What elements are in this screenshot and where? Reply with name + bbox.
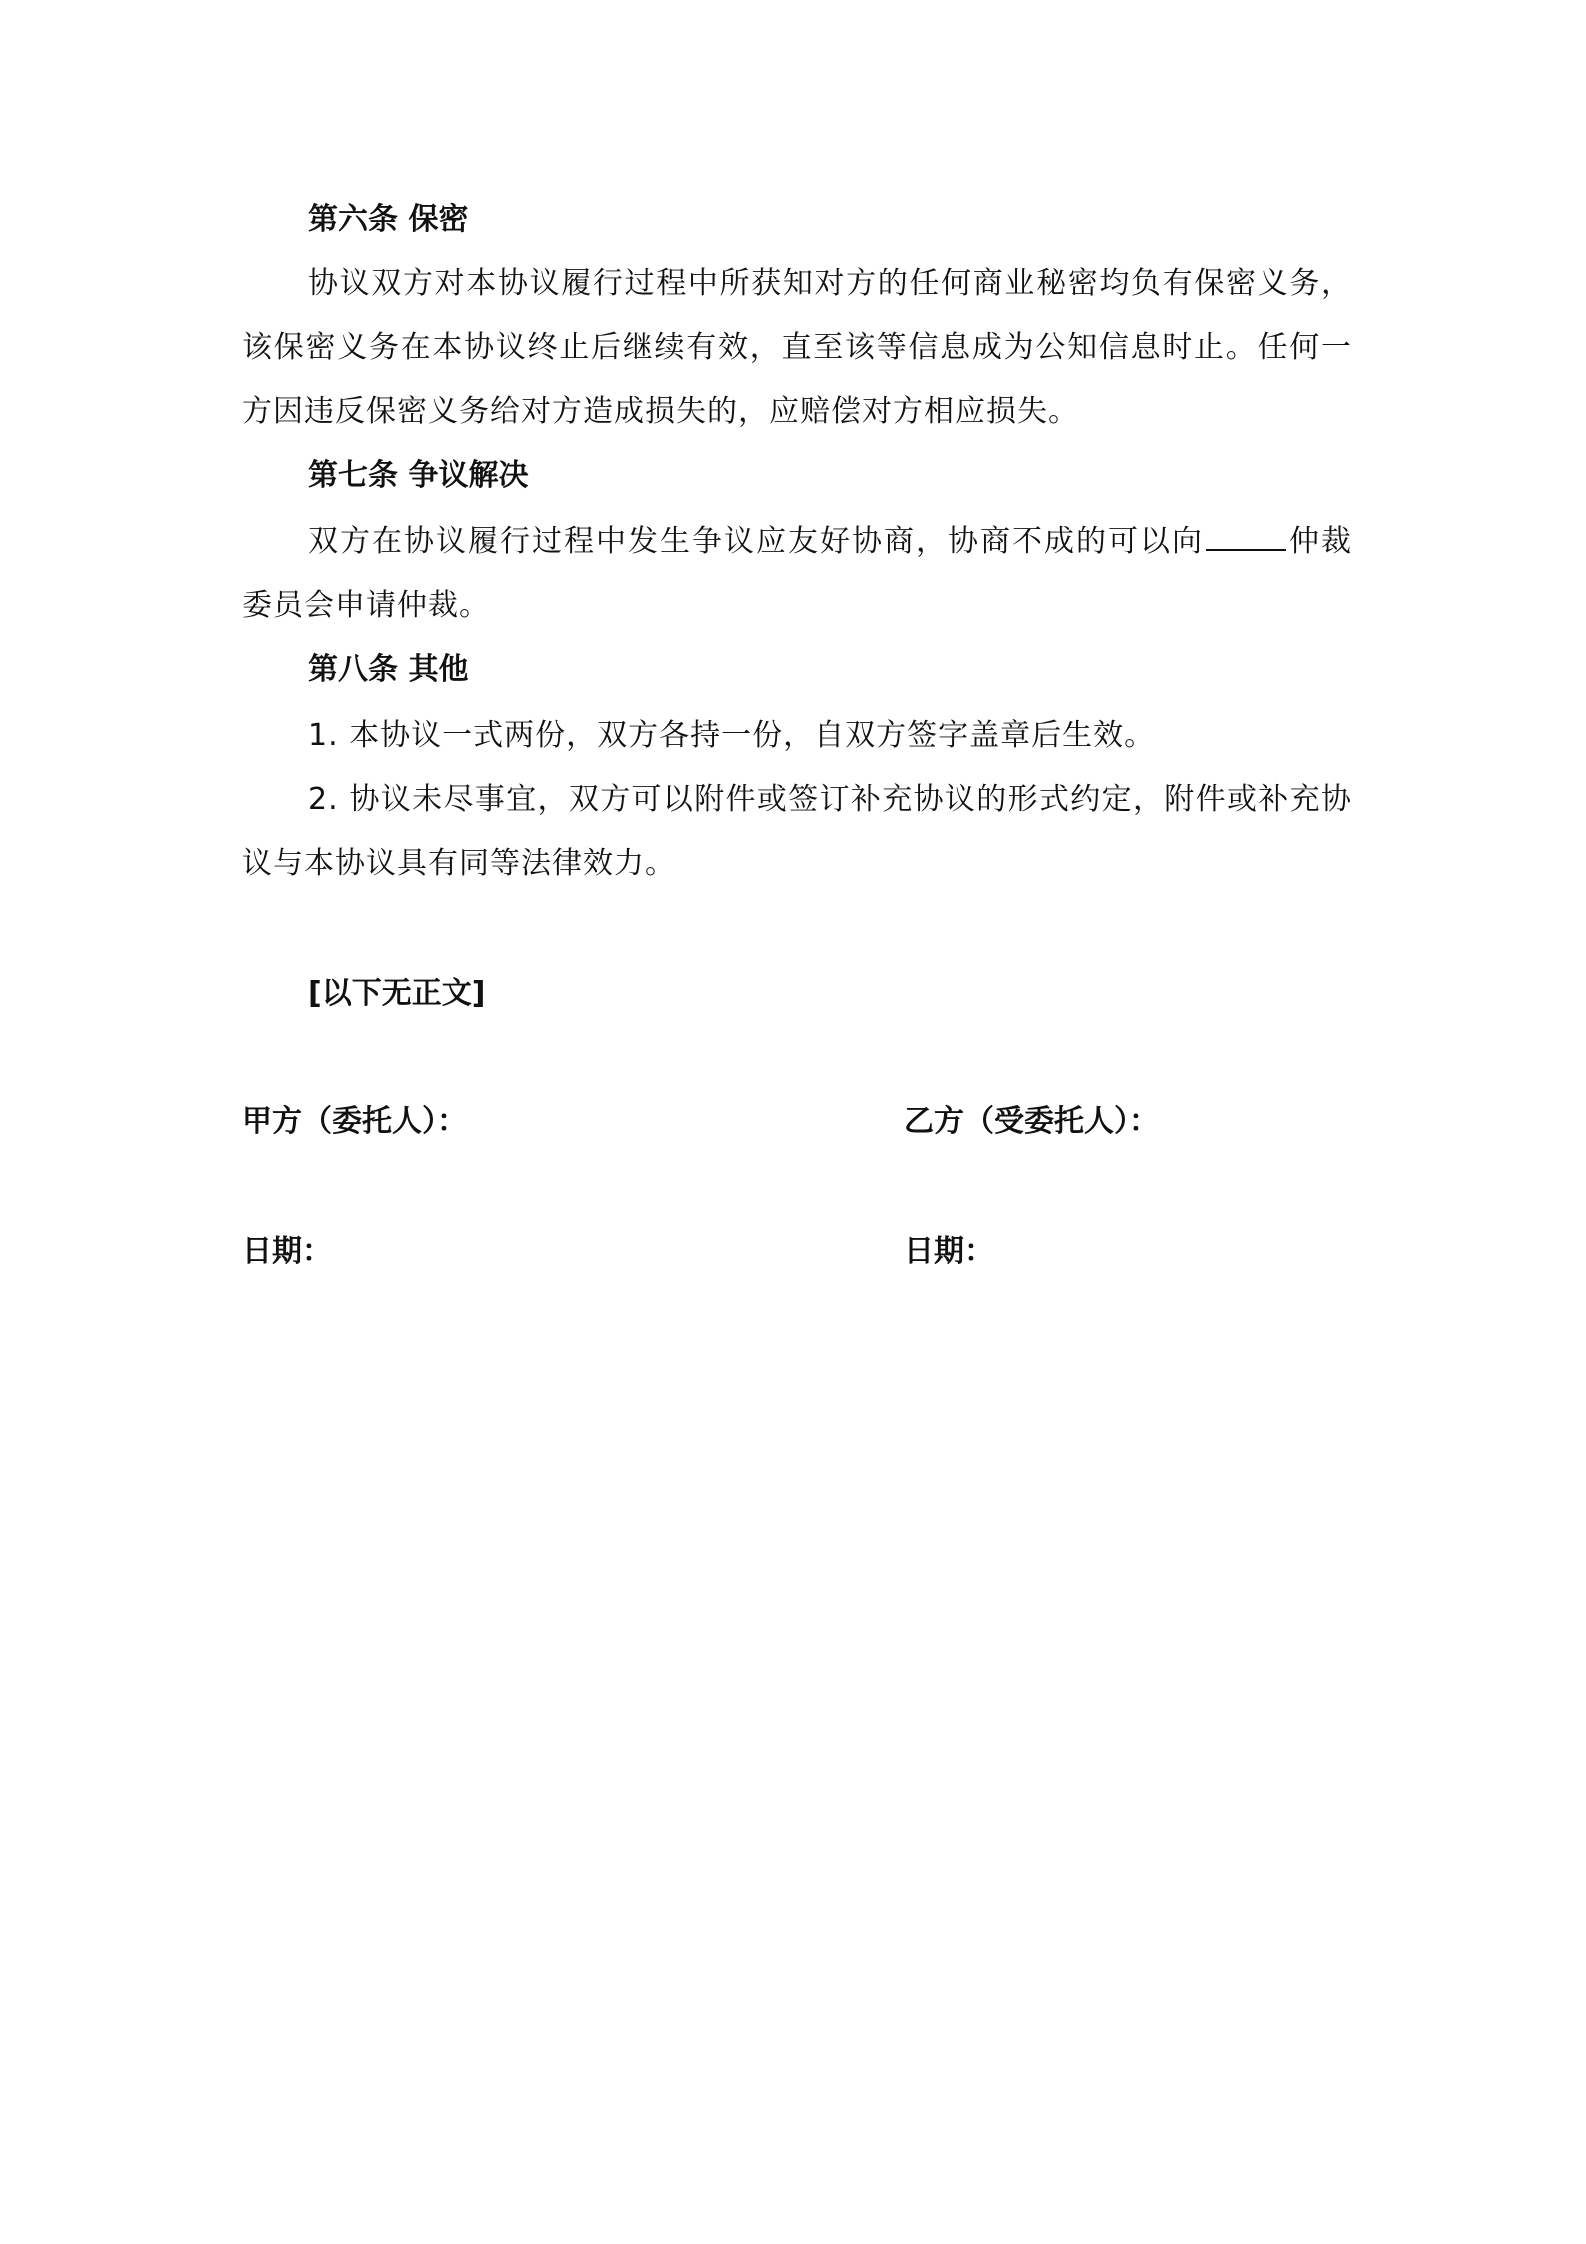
article-7-body-after: 仲裁委员会申请仲裁。 bbox=[242, 524, 1352, 623]
party-b-date-label: 日期： bbox=[904, 1234, 994, 1269]
article-7-body bbox=[242, 510, 1352, 638]
article-7-heading: 第七条 争议解决 bbox=[308, 458, 529, 493]
party-a-signature-label: 甲方（委托人）： bbox=[242, 1104, 467, 1139]
party-a-date-label: 日期： bbox=[242, 1234, 332, 1269]
article-6-heading: 第六条 保密 bbox=[308, 202, 469, 237]
article-7-body-before: 双方在协议履行过程中发生争议应友好协商，协商不成的可以向 bbox=[308, 524, 1204, 559]
article-6-body: 协议双方对本协议履行过程中所获知对方的任何商业秘密均负有保密义务，该保密义务在本协议终止后继续有效，直至该等信息成为公知信息时止。任何一方因违反保密义务给对方造成损失的，应赔偿对方相应损失。 bbox=[242, 266, 1352, 429]
article-8-item-2: 2. 协议未尽事宜，双方可以附件或签订补充协议的形式约定，附件或补充协议与本协议具有同等法律效力。 bbox=[242, 782, 1352, 881]
party-b-signature-label: 乙方（受委托人）： bbox=[904, 1104, 1159, 1139]
end-note: [以下无正文] bbox=[308, 976, 486, 1011]
article-8-heading: 第八条 其他 bbox=[308, 652, 469, 687]
arbitration-blank-line bbox=[1206, 519, 1286, 551]
article-8-item-1: 1. 本协议一式两份，双方各持一份，自双方签字盖章后生效。 bbox=[308, 718, 1156, 753]
